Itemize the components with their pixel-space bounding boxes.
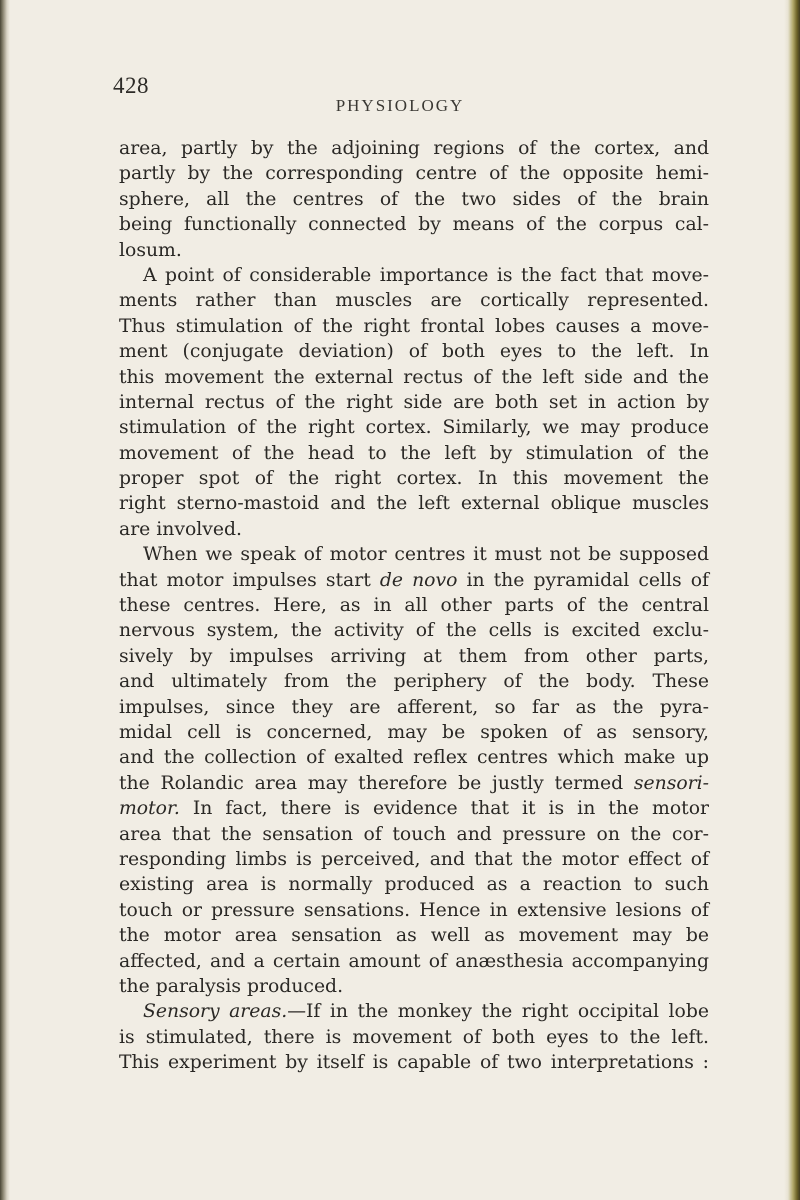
text-line xyxy=(119,999,709,1024)
text-line: sphere, all the centres of the two sides of the brain xyxy=(119,188,709,210)
text-line: ment (conjugate deviation) of both eyes to the left. In xyxy=(119,341,709,363)
text-line: existing area is normally produced as a reaction to such xyxy=(119,874,709,896)
text-line: midal cell is concerned, may be spoken of as sensory, xyxy=(119,721,709,743)
text-run: that motor impulses start xyxy=(119,569,380,591)
text-line: proper spot of the right cortex. In this movement the xyxy=(119,468,709,490)
text-line: stimulation of the right cortex. Similarly, we may produce xyxy=(119,417,709,439)
text-line: impulses, since they are afferent, so far as the pyra- xyxy=(119,696,709,718)
body-text xyxy=(119,136,709,1075)
italic-term: sensori- xyxy=(633,772,709,794)
text-line: and ultimately from the periphery of the body. These xyxy=(119,671,709,693)
text-line: responding limbs is perceived, and that the motor effect of xyxy=(119,848,709,870)
text-line: area, partly by the adjoining regions of the cortex, and xyxy=(119,138,709,159)
text-line: When we speak of motor centres it must not be supposed xyxy=(143,544,709,566)
text-line: Thus stimulation of the right frontal lobes causes a move- xyxy=(119,315,709,337)
text-line: these centres. Here, as in all other parts of the central xyxy=(119,595,709,617)
italic-term: de novo xyxy=(379,569,458,591)
text-run: —If in the monkey the right occipital lobe xyxy=(287,1001,709,1023)
text-line: losum. xyxy=(119,239,182,261)
text-line xyxy=(119,771,709,796)
italic-heading: Sensory areas. xyxy=(143,1001,288,1023)
text-line: the paralysis produced. xyxy=(119,975,344,997)
text-line: movement of the head to the left by stimulation of the xyxy=(119,442,709,464)
text-line: right sterno-mastoid and the left external oblique muscles xyxy=(119,493,709,515)
text-line: This experiment by itself is capable of two interpretations : xyxy=(119,1052,709,1074)
italic-term: motor. xyxy=(119,798,180,820)
text-line xyxy=(119,796,709,821)
text-run: In fact, there is evidence that it is in the motor xyxy=(179,798,709,820)
page-right-edge-shadow xyxy=(784,0,800,1200)
text-line: nervous system, the activity of the cells is excited exclu- xyxy=(119,620,709,642)
text-line xyxy=(119,568,709,593)
text-line: ments rather than muscles are cortically represented. xyxy=(119,290,709,312)
text-line: this movement the external rectus of the left side and the xyxy=(119,366,709,388)
text-line: sively by impulses arriving at them from other parts, xyxy=(119,645,709,667)
text-line: being functionally connected by means of the corpus cal- xyxy=(119,214,709,236)
text-line: internal rectus of the right side are both set in action by xyxy=(119,391,709,413)
page-left-edge-shadow xyxy=(0,0,10,1200)
text-run: the Rolandic area may therefore be justly termed xyxy=(119,772,634,794)
text-line: is stimulated, there is movement of both eyes to the left. xyxy=(119,1026,709,1048)
text-run: in the pyramidal cells of xyxy=(457,569,709,591)
text-line: touch or pressure sensations. Hence in extensive lesions of xyxy=(119,899,709,921)
text-line: area that the sensation of touch and pressure on the cor- xyxy=(119,823,709,845)
text-line: affected, and a certain amount of anæsthesia accompanying xyxy=(119,950,709,972)
page-number: 428 xyxy=(113,73,149,98)
text-line: partly by the corresponding centre of the opposite hemi- xyxy=(119,163,709,185)
text-line: and the collection of exalted reflex centres which make up xyxy=(119,747,709,769)
running-head: PHYSIOLOGY xyxy=(335,96,465,115)
text-line: are involved. xyxy=(119,518,243,540)
text-line: A point of considerable importance is the fact that move- xyxy=(143,264,709,286)
text-line: the motor area sensation as well as movement may be xyxy=(119,925,709,947)
